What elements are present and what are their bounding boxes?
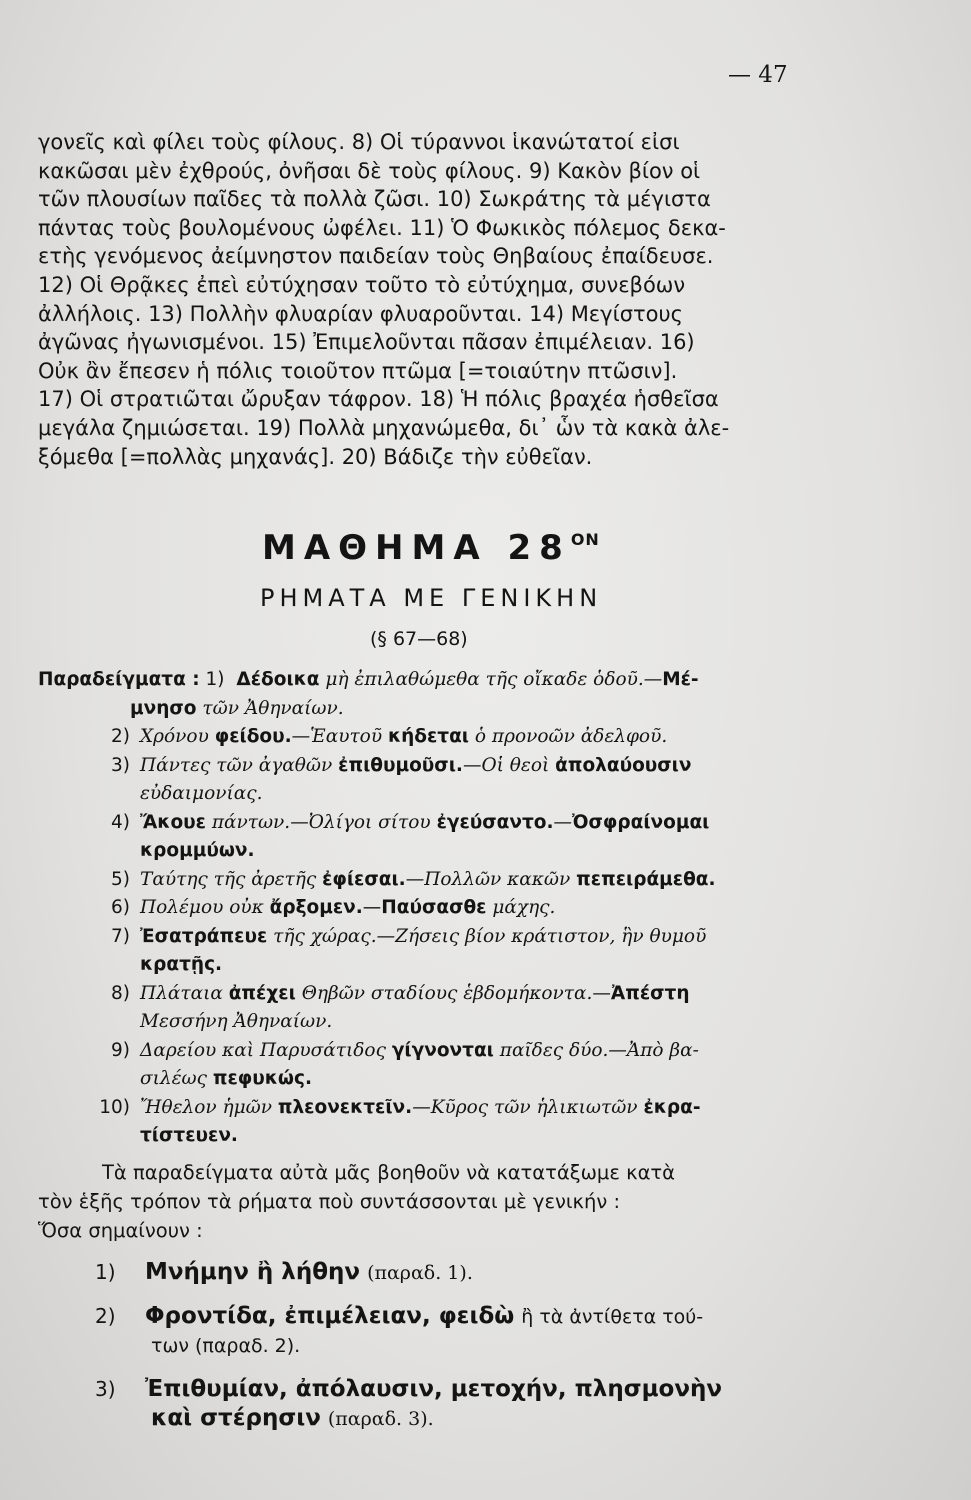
dash: — [362,897,382,918]
rule-heading: Φροντίδα, ἐπιμέλειαν, φειδὼ [145,1302,515,1329]
rule-text: ἢ τὰ ἀντίθετα τού- [521,1305,704,1328]
rule-reference: των (παραδ. 2). [151,1335,301,1357]
text-line: ξόμεθα [=πολλὰς μηχανάς]. 20) Βάδιζε τὴν εὐθεῖαν. [38,444,593,469]
verb: κήδεται [387,726,470,747]
example-number: 5) [111,868,130,890]
example-item [38,666,838,695]
section-reference: (§ 67—68) [370,628,468,650]
verb: Δέδοικα [236,669,320,690]
text-line: Οὐκ ἂν ἔπεσεν ἡ πόλις τοιοῦτον πτῶμα [=τοιαύτην πτῶσιν]. [38,358,678,383]
text-line: 12) Οἱ Θρᾷκες ἐπεὶ εὐτύχησαν τοῦτο τὸ εὐτύχημα, συνεβόων [38,272,686,297]
example-item [38,923,838,952]
phrase: τῶν Ἀθηναίων. [202,697,344,719]
example-item [38,866,838,895]
verb: Ἄκουε [140,811,206,833]
verb: μνησο [130,697,197,719]
example-continuation [38,951,838,980]
verb: πεφυκώς. [212,1068,312,1089]
phrase: Ἤθελον ἡμῶν [140,1096,272,1118]
example-item [38,894,838,923]
phrase: —Κῦρος τῶν ἡλικιωτῶν [412,1096,638,1118]
rule-heading: Μνήμην ἢ λήθην [145,1259,361,1285]
phrase: Ταύτης τῆς ἀρετῆς [140,868,317,890]
phrase: παῖδες δύο.—Ἀπὸ βα- [499,1039,699,1061]
text-line: πάντας τοὺς βουλομένους ὠφέλει. 11) Ὁ Φωκικὸς πόλεμος δεκα- [38,215,726,240]
example-number: 9) [111,1039,130,1061]
verb: φείδου. [214,726,292,747]
example-number: 2) [111,726,130,747]
phrase: εὐδαιμονίας. [140,783,263,804]
text-line: ετὴς γενόμενος ἀείμνηστον παιδείαν τοὺς Θηβαίους ἐπαίδευσε. [38,244,714,269]
phrase: Χρόνου [140,726,209,747]
phrase: Δαρείου καὶ Παρυσάτιδος [140,1039,386,1061]
text-line: τῶν πλουσίων παῖδες τὰ πολλὰ ζῶσι. 10) Σωκράτης τὰ μέγιστα [38,187,711,212]
phrase: πάντων.—Ὀλίγοι σίτου [211,811,431,833]
examples-list [38,666,838,1151]
rule-number: 1) [95,1260,116,1284]
example-item [38,809,838,838]
rule-item [95,1258,835,1289]
rule-heading: καὶ στέρησιν [151,1405,321,1431]
rule-item [95,1302,835,1362]
verb: Ἀπέστη [610,982,690,1004]
text-line: ἀγῶνας ἠγωνισμένοι. 15) Ἐπιμελοῦνται πᾶσαν ἐπιμέλειαν. 16) [38,330,695,355]
text-line: 17) Οἱ στρατιῶται ὤρυξαν τάφρον. 18) Ἡ πόλις βραχέα ἡσθεῖσα [38,387,719,412]
verb: ἐφίεσαι. [322,868,406,890]
rule-number: 3) [95,1376,116,1401]
verb: πεπειράμεθα. [576,868,716,890]
example-continuation [38,780,838,809]
explanation-paragraph [38,1158,828,1245]
phrase: μὴ ἐπιλαθώμεθα τῆς οἴκαδε ὁδοῦ.— [325,669,663,690]
example-continuation [38,1008,838,1037]
rules-list [95,1258,835,1448]
phrase: Πλάταια [140,982,223,1004]
verb: πλεονεκτεῖν. [277,1096,413,1118]
verb: κρατῇς. [140,954,223,975]
phrase: τῆς χώρας.—Ζήσεις βίον κράτιστον, ἣν θυμοῦ [273,925,707,947]
example-continuation [38,1122,838,1151]
lesson-title-suffix: ΟΝ [570,530,600,549]
phrase: Πολέμου οὐκ [140,897,264,918]
example-number: 3) [111,754,130,776]
example-number: 10) [99,1096,130,1118]
example-item [38,1037,838,1066]
rule-reference: (παραδ. 3). [327,1408,434,1430]
example-continuation [38,837,838,866]
verb: γίγνονται [391,1039,494,1061]
phrase: —Πολλῶν κακῶν [405,868,571,890]
phrase: —Οἱ θεοὶ [462,754,550,776]
example-number: 7) [111,925,130,947]
rule-number: 2) [95,1303,116,1328]
page-number: — 47 [728,62,788,88]
verb: Μέ- [662,669,699,690]
example-item [38,723,838,752]
phrase: Πάντες τῶν ἀγαθῶν [140,754,333,776]
verb: Ἐσατράπευε [140,925,268,947]
example-item [38,752,838,781]
verb: τίστευεν. [140,1125,238,1146]
text-line: κακῶσαι μὲν ἐχθρούς, ὀνῆσαι δὲ τοὺς φίλους. 9) Κακὸν βίον οἱ [38,158,701,183]
verb: ἐκρα- [643,1096,701,1118]
example-number: 6) [111,897,130,918]
phrase: — [553,811,573,833]
text-line: γονεῖς καὶ φίλει τοὺς φίλους. 8) Οἱ τύραννοι ἱκανώτατοί εἰσι [38,130,680,154]
text-line: τὸν ἑξῆς τρόπον τὰ ρήματα ποὺ συντάσσονται μὲ γενικήν : [38,1190,621,1213]
verb: ἀπέχει [228,982,296,1004]
example-item [38,980,838,1009]
example-number: 4) [111,811,130,833]
example-continuation [38,1065,838,1094]
example-number: 8) [111,982,130,1004]
phrase: Μεσσήνη Ἀθηναίων. [140,1011,333,1032]
verb: Παύσασθε [381,897,487,918]
rule-reference: (παραδ. 1). [367,1262,473,1284]
verb: ἀπολαύουσιν [555,754,692,776]
lesson-subtitle: ΡΗΜΑΤΑ ΜΕ ΓΕΝΙΚΗΝ [260,584,603,612]
lesson-title-text: ΜΑΘΗΜΑ 28 [262,528,571,568]
text-line: Τὰ παραδείγματα αὐτὰ μᾶς βοηθοῦν νὰ κατατάξωμε κατὰ [102,1161,676,1184]
phrase: μάχης. [492,897,556,918]
lesson-title [262,528,600,568]
example-continuation [38,695,838,724]
example-item [38,1094,838,1123]
exercise-text [38,128,828,471]
rule-heading: Ἐπιθυμίαν, ἀπόλαυσιν, μετοχήν, πλησμονὴν [145,1375,723,1402]
verb: ἐγεύσαντο. [436,811,554,833]
examples-label: Παραδείγματα : 1) [38,669,225,690]
verb: κρομμύων. [140,840,255,861]
phrase: σιλέως [140,1068,207,1089]
text-line: ἀλλήλοις. 13) Πολλὴν φλυαρίαν φλυαροῦνται. 14) Μεγίστους [38,301,683,326]
text-line: Ὅσα σημαίνουν : [38,1219,203,1242]
verb: ἄρξομεν. [269,897,363,918]
text-line: μεγάλα ζημιώσεται. 19) Πολλὰ μηχανώμεθα, δι᾽ ὧν τὰ κακὰ ἀλε- [38,415,730,440]
phrase: Θηβῶν σταδίους ἑβδομήκοντα.— [301,982,611,1004]
rule-item [95,1375,835,1435]
verb: Ὀσφραίνομαι [572,811,710,833]
phrase: —Ἑαυτοῦ [291,726,383,747]
phrase: ὁ προνοῶν ἀδελφοῦ. [474,726,668,747]
verb: ἐπιθυμοῦσι. [338,754,463,776]
